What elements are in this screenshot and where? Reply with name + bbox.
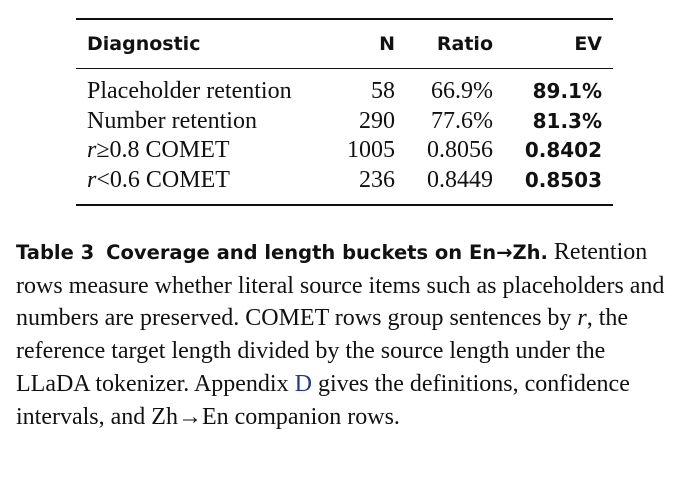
row-label-text: Placeholder retention <box>87 78 292 104</box>
table-row <box>76 108 613 138</box>
caption-text-3: gives the definitions, confidence intervals, and Zh→En companion rows. <box>16 370 630 430</box>
row-ratio: 0.8056 <box>427 137 493 163</box>
row-label-text: Number retention <box>87 107 257 134</box>
row-label <box>76 108 321 135</box>
row-n: 58 <box>371 78 395 104</box>
row-label-text: 0.6 COMET <box>109 166 230 193</box>
row-n: 1005 <box>347 137 395 163</box>
row-ev: 89.1% <box>532 79 602 103</box>
caption-label: Table 3 <box>16 241 95 264</box>
row-ev: 0.8402 <box>524 138 602 162</box>
row-ev: 0.8503 <box>524 167 602 192</box>
row-ev: 81.3% <box>532 108 602 133</box>
row-ratio: 66.9% <box>431 78 493 104</box>
caption-text-1: Retention rows measure whether literal source items such as placeholders and numbers are preserved. COMET rows group sentences by <box>16 239 665 332</box>
header-ev: EV <box>574 33 602 55</box>
row-label <box>76 137 321 164</box>
table-row <box>76 137 613 167</box>
caption-text-2: , the reference target length divided by the source length under the LLaDA tokenizer. Appendix <box>16 305 629 397</box>
row-ratio: 0.8449 <box>427 166 493 193</box>
header-ratio: Ratio <box>436 33 493 55</box>
header-n: N <box>379 33 395 55</box>
caption-var: r <box>577 305 587 332</box>
row-n: 290 <box>359 107 395 134</box>
bottom-rule <box>76 204 613 206</box>
row-label-var: r <box>87 166 97 193</box>
row-label-relation: < <box>96 166 110 193</box>
row-label <box>76 78 321 105</box>
table-body <box>76 69 613 204</box>
table-header-row <box>76 20 613 68</box>
row-n: 236 <box>359 166 395 193</box>
row-label-relation: ≥ <box>96 137 110 163</box>
results-table <box>76 18 613 206</box>
row-label-var: r <box>87 137 97 163</box>
row-label-text: 0.8 COMET <box>109 137 230 163</box>
row-label <box>76 167 321 194</box>
header-diagnostic: Diagnostic <box>87 33 201 55</box>
table-caption <box>16 236 676 433</box>
appendix-link[interactable]: D <box>294 370 312 397</box>
table-row <box>76 78 613 108</box>
table-row <box>76 167 613 197</box>
row-ratio: 77.6% <box>431 107 493 134</box>
caption-title: Coverage and length buckets on En→Zh. <box>106 241 548 264</box>
